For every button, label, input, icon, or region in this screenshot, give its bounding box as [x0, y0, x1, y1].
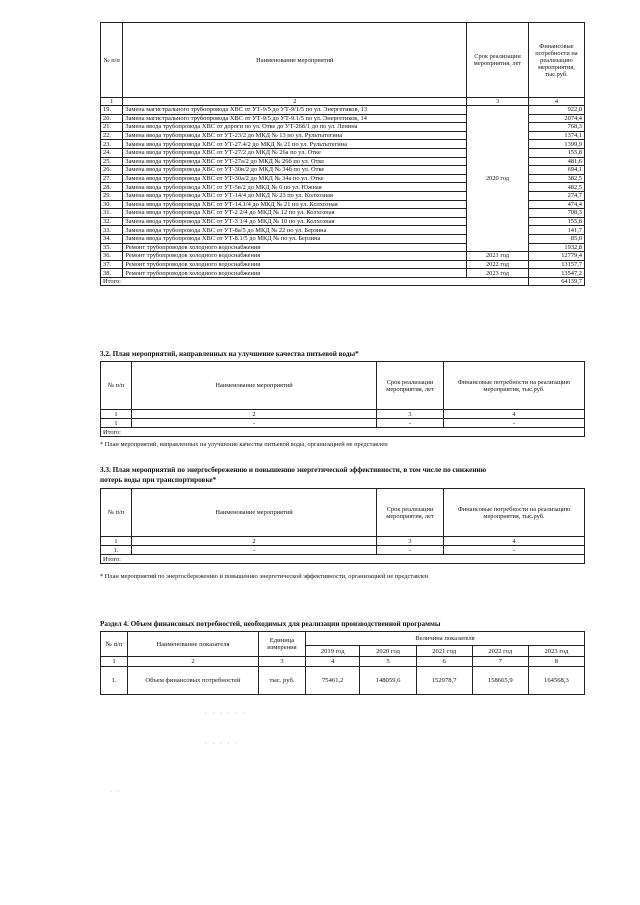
row-name: Замена ввода трубопровода ХВС от УТ-27/2 до МКД № 26а по ул. Отке [123, 148, 467, 157]
index-cell: 3 [377, 410, 444, 419]
header-finance: Финансовые потребности на реализацию мероприятия, тыс.руб. [444, 489, 585, 537]
row-name: Ремонт трубопроводов холодного водоснабжения [123, 252, 467, 261]
row-num: 31. [101, 209, 123, 218]
scan-specks: · · [110, 789, 122, 795]
index-cell: 1 [101, 98, 123, 106]
row-name: Замена ввода трубопровода ХВС от УТ-14.1/4 до МКД № 21 по ул. Колхозная [123, 200, 467, 209]
header-year: 2019 год [306, 646, 360, 657]
total-label: Итого: [101, 428, 585, 437]
table-row [101, 269, 585, 278]
index-cell: 5 [360, 657, 416, 667]
header-year: 2020 год [360, 646, 416, 657]
index-cell: 3 [377, 537, 444, 546]
table-cell: - [377, 419, 444, 428]
row-value: 482,5 [528, 183, 584, 192]
row-num: 19. [101, 106, 123, 115]
row-value: 694,1 [528, 166, 584, 175]
row-name: Замена магистрального трубопровода ХВС от УТ-9/5 до УТ-9/1/5 по ул. Энергетиков, 13 [123, 106, 467, 115]
table-cell: - [444, 419, 585, 428]
row-name: Замена ввода трубопровода ХВС от УТ-2 2/4 до МКД № 12 по ул. Колхозная [123, 209, 467, 218]
row-name: Замена ввода трубопровода ХВС от УТ-27.4/2 до МКД № 21 по ул. Рультытегина [123, 140, 467, 149]
row-num: 32. [101, 217, 123, 226]
row-value: 474,4 [528, 200, 584, 209]
row-num: 37. [101, 260, 123, 269]
row-value: 155,8 [528, 217, 584, 226]
row-name: Ремонт трубопроводов холодного водоснабжения [123, 260, 467, 269]
index-cell: 4 [444, 410, 585, 419]
index-cell: 2 [132, 410, 377, 419]
row-value: 1932,8 [528, 243, 584, 252]
scan-specks: · · · · · [205, 741, 239, 747]
header-num: № п/п [101, 362, 132, 410]
row-name: Замена ввода трубопровода ХВС от УТ-30в/2 до МКД № 34б по ул. Отке [123, 166, 467, 175]
value-2023: 164568,3 [528, 667, 584, 695]
row-value: 2074,4 [528, 114, 584, 123]
row-value: 768,3 [528, 123, 584, 132]
index-cell: 2 [123, 98, 467, 106]
row-num: 33. [101, 226, 123, 235]
row-num: 27. [101, 174, 123, 183]
section-3-3-title-line2: потерь воды при транспортировке* [100, 476, 217, 484]
value-2019: 75461,2 [306, 667, 360, 695]
row-term: 2022 год [467, 260, 529, 269]
index-cell: 1 [101, 410, 132, 419]
table-row [101, 106, 585, 115]
header-term: Срок реализации мероприятия, лет [377, 362, 444, 410]
header-year: 2023 год [528, 646, 584, 657]
row-unit: тыс. руб. [259, 667, 306, 695]
index-cell: 1 [101, 657, 128, 667]
row-value: 13547,2 [528, 269, 584, 278]
row-name: Замена ввода трубопровода ХВС от УТ-30а/2 до МКД № 34а по ул. Отке [123, 174, 467, 183]
value-2021: 152978,7 [416, 667, 472, 695]
row-num: 24. [101, 148, 123, 157]
row-num: 25. [101, 157, 123, 166]
section-3-3-title-line1: 3.3. План мероприятий по энергосбережению и повышению энергетической эффективности, в том числе по снижению [100, 466, 487, 474]
index-cell: 6 [416, 657, 472, 667]
row-name: Объем финансовых потребностей [128, 667, 259, 695]
row-num: 23. [101, 140, 123, 149]
value-2022: 158665,9 [472, 667, 528, 695]
header-finance: Финансовые потребности на реализацию мероприятия, тыс.руб. [528, 23, 584, 98]
row-num: 36. [101, 252, 123, 261]
header-year: 2022 год [472, 646, 528, 657]
header-value-group: Величина показателя [306, 632, 585, 646]
row-num: 38. [101, 269, 123, 278]
row-name: Замена ввода трубопровода ХВС от УТ-5в/2 до МКД № 6 по ул. Южная [123, 183, 467, 192]
row-value: 274,7 [528, 191, 584, 200]
row-value: 481,6 [528, 157, 584, 166]
row-num: 20. [101, 114, 123, 123]
row-value: 141,7 [528, 226, 584, 235]
row-num: 1. [101, 667, 128, 695]
header-name: Наименование показателя [128, 632, 259, 657]
row-value: 13157,7 [528, 260, 584, 269]
value-2020: 148059,6 [360, 667, 416, 695]
row-term: 2021 год [467, 252, 529, 261]
quality-measures-table [100, 361, 585, 437]
total-row [101, 277, 585, 286]
measures-table [100, 22, 585, 286]
row-num: 21. [101, 123, 123, 132]
table-row [101, 252, 585, 261]
merged-term: 2020 год [467, 106, 529, 252]
header-term: Срок реализации мероприятия, лет [467, 23, 529, 98]
table-cell: 1 [101, 419, 132, 428]
row-value: 85,0 [528, 234, 584, 243]
row-value: 922,0 [528, 106, 584, 115]
row-num: 35. [101, 243, 123, 252]
scan-specks: · · · · · · [205, 711, 247, 717]
header-num: № п/п [101, 632, 128, 657]
table-row [101, 260, 585, 269]
index-cell: 8 [528, 657, 584, 667]
index-cell: 3 [467, 98, 529, 106]
row-value: 12779,4 [528, 252, 584, 261]
row-value: 708,3 [528, 209, 584, 218]
total-value: 64139,7 [528, 277, 584, 286]
table-cell: - [132, 419, 377, 428]
header-term: Срок реализации мероприятия, лет [377, 489, 444, 537]
section-3-3-note: * План мероприятий по энергосбережению и повышению энергетической эффективности, организацией не представлен [100, 573, 429, 580]
row-name: Замена ввода трубопровода ХВС от УТ-3 1/4 до МКД № 10 по ул. Колхозная [123, 217, 467, 226]
index-cell: 7 [472, 657, 528, 667]
row-name: Ремонт трубопроводов холодного водоснабжения [123, 269, 467, 278]
table-cell: 1. [101, 546, 132, 555]
finance-volume-table [100, 631, 585, 695]
table-cell: - [444, 546, 585, 555]
table-cell: - [132, 546, 377, 555]
header-name: Наименование мероприятий [123, 23, 467, 98]
header-name: Наименование мероприятий [132, 362, 377, 410]
header-num: № п/п [101, 489, 132, 537]
header-finance: Финансовые потребности на реализацию мероприятия, тыс.руб. [444, 362, 585, 410]
index-cell: 2 [128, 657, 259, 667]
row-num: 22. [101, 131, 123, 140]
total-label: Итого: [101, 277, 529, 286]
section-3-2-note: * План мероприятий, направленных на улучшение качества питьевой воды, организацией не представлен [100, 441, 388, 448]
row-value: 155,8 [528, 148, 584, 157]
row-name: Замена магистрального трубопровода ХВС от УТ-9/5 до УТ-9.1/5 по ул. Энергетиков, 14 [123, 114, 467, 123]
header-num: № п/п [101, 23, 123, 98]
row-num: 28. [101, 183, 123, 192]
index-cell: 4 [444, 537, 585, 546]
row-value: 1374,1 [528, 131, 584, 140]
row-value: 382,5 [528, 174, 584, 183]
index-cell: 2 [132, 537, 377, 546]
header-unit: Единица измерения [259, 632, 306, 657]
row-name: Замена ввода трубопровода ХВС от УТ-8а/5 до МКД № 22 по ул. Берзина [123, 226, 467, 235]
header-year: 2021 год [416, 646, 472, 657]
row-num: 26. [101, 166, 123, 175]
energy-measures-table [100, 488, 585, 564]
index-cell: 1 [101, 537, 132, 546]
row-name: Замена ввода трубопровода ХВС от УТ-23/2 до МКД № 13 по ул. Рультытегина [123, 131, 467, 140]
row-num: 30. [101, 200, 123, 209]
row-value: 1399,9 [528, 140, 584, 149]
header-name: Наименование мероприятий [132, 489, 377, 537]
row-name: Замена ввода трубопровода ХВС от дороги по ул. Отке до УТ-26б/1 до по ул. Ленина [123, 123, 467, 132]
index-cell: 4 [528, 98, 584, 106]
row-term: 2023 год [467, 269, 529, 278]
row-name: Замена ввода трубопровода ХВС от УТ-14/4 до МКД № 23 по ул. Колхозная [123, 191, 467, 200]
row-name: Замена ввода трубопровода ХВС от УТ-27а/2 до МКД № 26б по ул. Отке [123, 157, 467, 166]
row-name: Замена ввода трубопровода ХВС от УТ-8.1/5 до МКД № по ул. Берзина [123, 234, 467, 243]
index-cell: 4 [306, 657, 360, 667]
table-cell: - [377, 546, 444, 555]
row-name: Ремонт трубопроводов холодного водоснабжения [123, 243, 467, 252]
section-4-title: Раздел 4. Объем финансовых потребностей, необходимых для реализации производственной программы [100, 620, 441, 628]
row-num: 34. [101, 234, 123, 243]
index-cell: 3 [259, 657, 306, 667]
total-label: Итого: [101, 555, 585, 564]
row-num: 29. [101, 191, 123, 200]
section-3-2-title: 3.2. План мероприятий, направленных на улучшение качества питьевой воды* [100, 350, 359, 358]
